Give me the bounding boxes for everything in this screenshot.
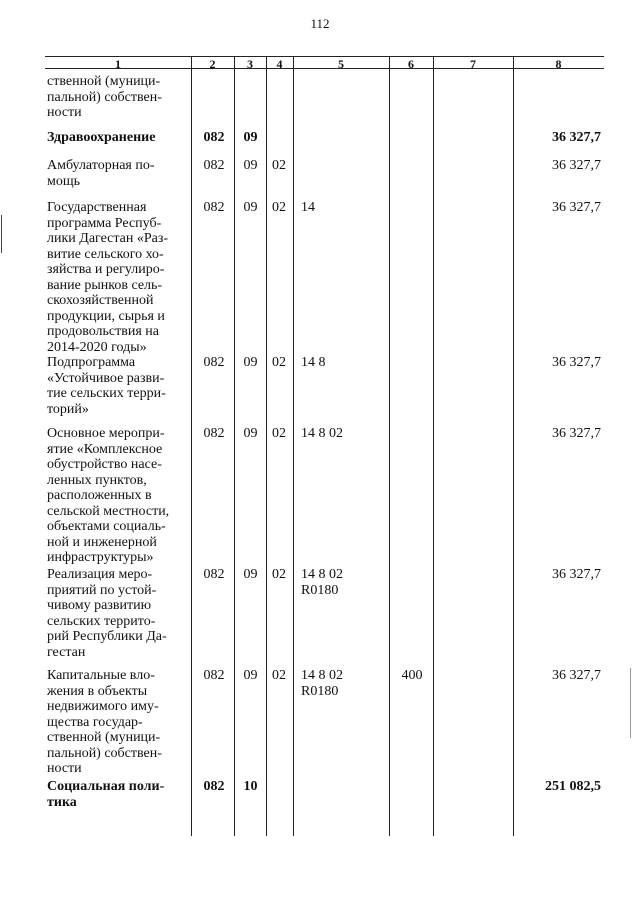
column-header: 4 <box>276 57 283 71</box>
scan-edge-mark <box>630 668 631 738</box>
section-code: 09 <box>243 567 258 582</box>
row-name: Капитальные вло- жения в объекты недвижимого иму- щества государ- ственной (муници- пальной) собствен- ности <box>47 668 162 776</box>
section-code: 09 <box>243 200 258 215</box>
subsection-code: 02 <box>272 158 286 173</box>
ministry-code: 082 <box>203 355 225 370</box>
target-article-code: 14 8 02 R0180 <box>301 567 343 598</box>
ministry-code: 082 <box>203 779 225 794</box>
section-code: 10 <box>243 779 258 794</box>
ministry-code: 082 <box>203 426 225 441</box>
subsection-code: 02 <box>272 200 286 215</box>
column-separator <box>191 56 192 836</box>
row-name: Социальная поли- тика <box>47 779 165 810</box>
row-name: Амбулаторная по- мощь <box>47 158 155 189</box>
row-name: Реализация меро- приятий по устой- чивому развитию сельских террито- рий Республики Да- гестан <box>47 567 167 660</box>
target-article-code: 14 8 <box>301 355 326 370</box>
ministry-code: 082 <box>203 567 225 582</box>
subsection-code: 02 <box>272 426 286 441</box>
section-code: 09 <box>243 426 258 441</box>
column-header: 3 <box>247 57 253 71</box>
amount: 251 082,5 <box>545 779 601 794</box>
subsection-code: 02 <box>272 668 286 683</box>
row-name: Здравоохранение <box>47 130 156 145</box>
page-number: 112 <box>310 16 330 31</box>
subsection-code: 02 <box>272 355 286 370</box>
amount: 36 327,7 <box>552 668 601 683</box>
row-name: ственной (муници- пальной) собствен- ности <box>47 74 162 120</box>
section-code: 09 <box>243 130 258 145</box>
column-header: 1 <box>115 57 121 71</box>
ministry-code: 082 <box>203 158 225 173</box>
amount: 36 327,7 <box>552 355 601 370</box>
row-name: Основное меропри- ятие «Комплексное обустройство насе- ленных пунктов, расположенных в сельской местности, объектами социаль- ной и инженерной инфраструктуры» <box>47 426 170 565</box>
row-name: Государственная программа Респуб- лики Дагестан «Раз- витие сельского хо- зяйства и регулиро- вание рынков сель- скохозяйственной продукции, сырья и продовольствия на 2014-2020 годы» <box>47 200 169 355</box>
ministry-code: 082 <box>203 200 225 215</box>
column-separator <box>293 56 294 836</box>
amount: 36 327,7 <box>552 200 601 215</box>
scan-edge-mark <box>1 215 2 253</box>
column-header: 8 <box>555 57 562 71</box>
row-name: Подпрограмма «Устойчивое разви- тие сельских терри- торий» <box>47 355 166 417</box>
amount: 36 327,7 <box>552 567 601 582</box>
amount: 36 327,7 <box>552 130 601 145</box>
column-separator <box>234 56 235 836</box>
column-header: 6 <box>408 57 414 71</box>
subsection-code: 02 <box>272 567 286 582</box>
column-separator <box>433 56 434 836</box>
column-header: 5 <box>338 57 344 71</box>
ministry-code: 082 <box>203 130 225 145</box>
amount: 36 327,7 <box>552 158 601 173</box>
column-header: 7 <box>470 57 476 71</box>
column-header: 2 <box>209 57 216 71</box>
expense-type-code: 400 <box>401 668 423 683</box>
amount: 36 327,7 <box>552 426 601 441</box>
target-article-code: 14 8 02 <box>301 426 343 441</box>
section-code: 09 <box>243 355 258 370</box>
ministry-code: 082 <box>203 668 225 683</box>
column-separator <box>389 56 390 836</box>
target-article-code: 14 <box>301 200 315 215</box>
section-code: 09 <box>243 158 258 173</box>
section-code: 09 <box>243 668 258 683</box>
target-article-code: 14 8 02 R0180 <box>301 668 343 699</box>
